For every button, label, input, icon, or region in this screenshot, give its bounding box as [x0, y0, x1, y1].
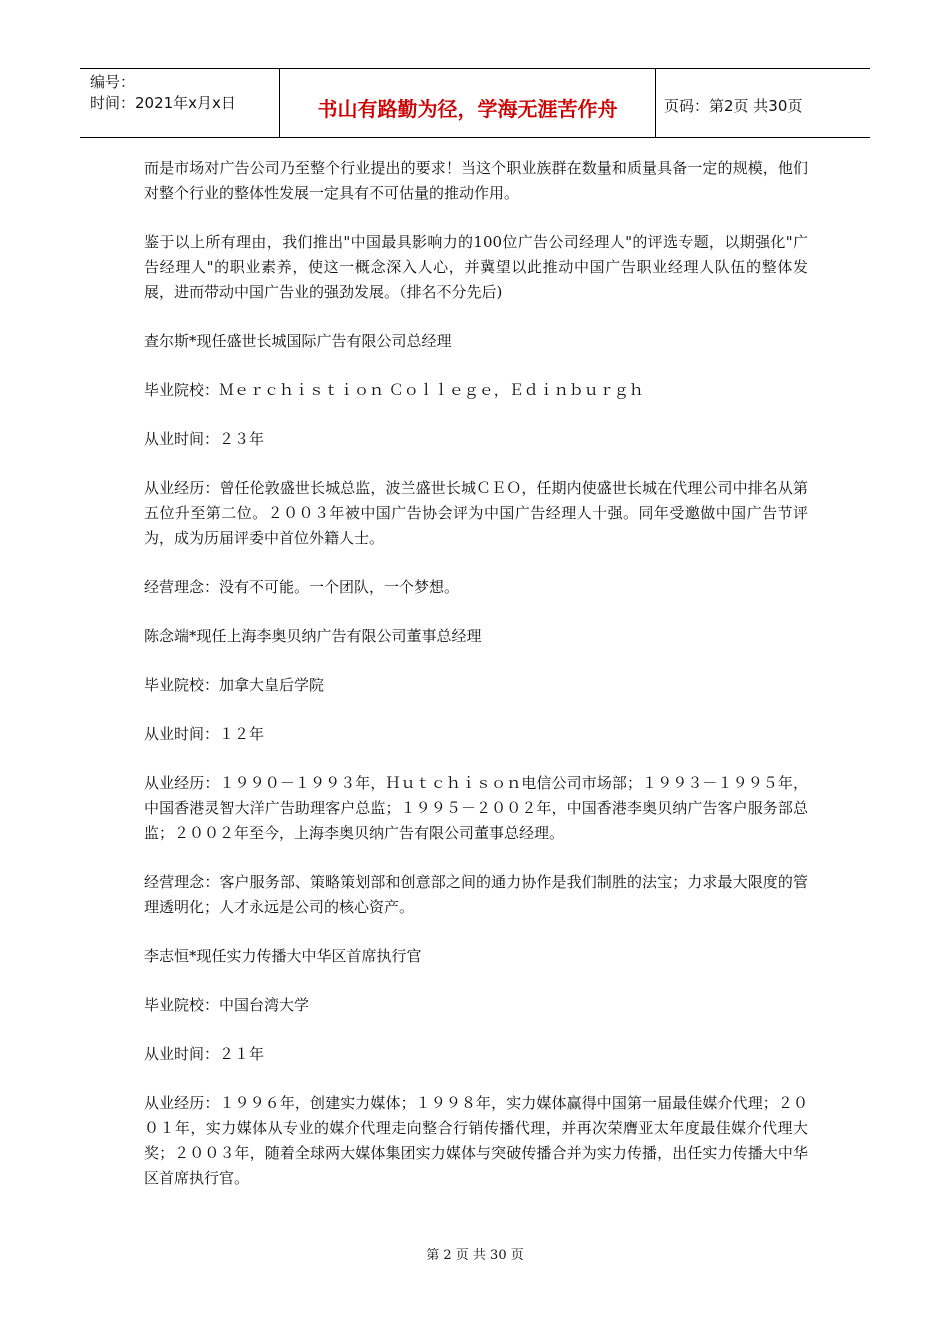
profile-school: 毕业院校：加拿大皇后学院 — [144, 676, 325, 694]
profile-school: 毕业院校：中国台湾大学 — [144, 996, 310, 1014]
profile-years: 从业时间：２３年 — [144, 430, 265, 448]
profile-philosophy: 经营理念：客户服务部、策略策划部和创意部之间的通力协作是我们制胜的法宝；力求最大限度的管理透明化；人才永远是公司的核心资产。 — [144, 873, 808, 916]
profile-philosophy: 经营理念：没有不可能。一个团队，一个梦想。 — [144, 578, 460, 596]
profile-experience: 从业经历：１９９０－１９９３年，Ｈｕｔｃｈｉｓｏｎ电信公司市场部；１９９３－１９９５年，中国香港灵智大洋广告助理客户总监；１９９５－２００２年，中国香港李奥贝纳广告客户服务部总监；２００２年至今，上海李奥贝纳广告有限公司董事总经理。 — [144, 774, 808, 842]
profile-years: 从业时间：２１年 — [144, 1045, 265, 1063]
header-slogan: 书山有路勤为径，学海无涯苦作舟 — [280, 69, 656, 137]
paragraph: 鉴于以上所有理由，我们推出"中国最具影响力的100位广告公司经理人"的评选专题，以期强化"广告经理人"的职业素养，使这一概念深入人心，并冀望以此推动中国广告职业经理人队伍的整体发展，进而带动中国广告业的强劲发展。（排名不分先后) — [144, 233, 808, 301]
profile-years: 从业时间：１２年 — [144, 725, 265, 743]
profile-experience: 从业经历：曾任伦敦盛世长城总监，波兰盛世长城ＣＥＯ，任期内使盛世长城在代理公司中排名从第五位升至第二位。２００３年被中国广告协会评为中国广告经理人十强。同年受邀做中国广告节评为，成为历届评委中首位外籍人士。 — [144, 479, 808, 547]
profile-title: 查尔斯*现任盛世长城国际广告有限公司总经理 — [144, 332, 452, 350]
profile-experience: 从业经历：１９９６年，创建实力媒体；１９９８年，实力媒体赢得中国第一届最佳媒介代理；２００１年，实力媒体从专业的媒介代理走向整合行销传播代理，并再次荣膺亚太年度最佳媒介代理大奖；２００３年，随着全球两大媒体集团实力媒体与突破传播合并为实力传播，出任实力传播大中华区首席执行官。 — [144, 1094, 808, 1187]
page-header — [80, 68, 870, 138]
header-meta — [80, 69, 280, 137]
profile-school: 毕业院校：Ｍｅｒｃｈｉｓｔｉｏｎ Ｃｏｌｌｅｇｅ，Ｅｄｉｎｂｕｒｇｈ — [144, 381, 644, 399]
header-page-info: 页码：第2页 共30页 — [664, 96, 803, 115]
document-body — [144, 156, 808, 1215]
page-footer: 第 2 页 共 30 页 — [426, 1248, 524, 1263]
header-number-label: 编号： — [90, 73, 136, 91]
profile-title: 陈念端*现任上海李奥贝纳广告有限公司董事总经理 — [144, 627, 482, 645]
profile-title: 李志恒*现任实力传播大中华区首席执行官 — [144, 947, 422, 965]
header-date-label: 时间：2021年x月x日 — [90, 94, 236, 112]
paragraph: 而是市场对广告公司乃至整个行业提出的要求！当这个职业族群在数量和质量具备一定的规模，他们对整个行业的整体性发展一定具有不可估量的推动作用。 — [144, 159, 808, 202]
